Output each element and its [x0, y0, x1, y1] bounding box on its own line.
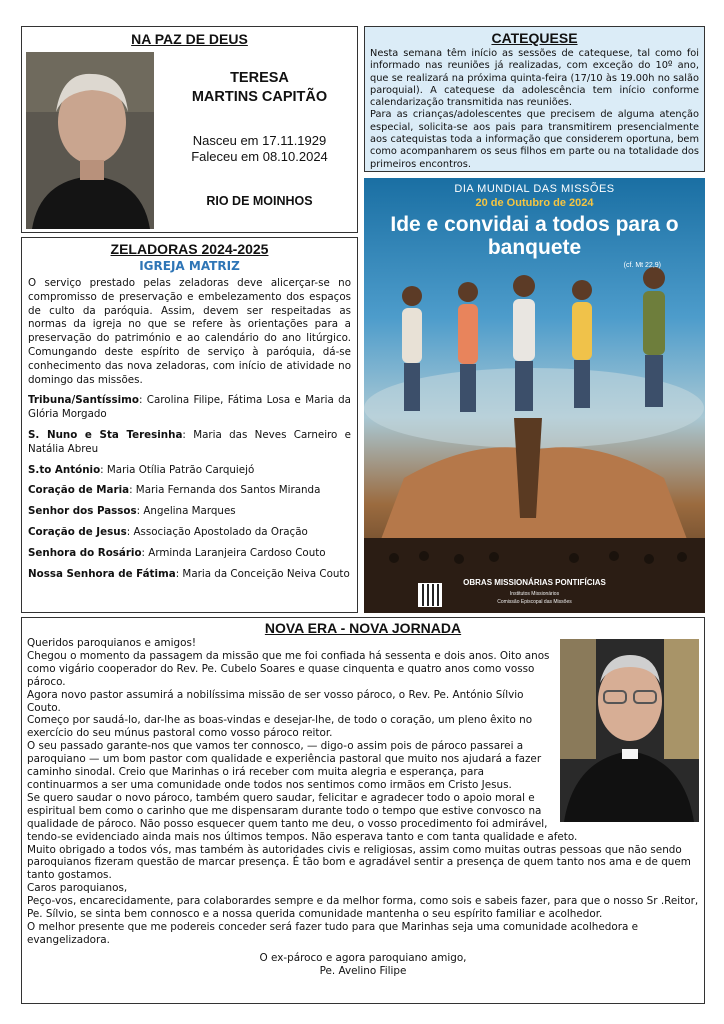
list-item: S.to António: Maria Otília Patrão Carquiejó	[28, 463, 255, 476]
letter-signature: O ex-pároco e agora paroquiano amigo, Pe. Avelino Filipe	[259, 951, 467, 977]
catequese-text: Nesta semana têm início as sessões de catequese, tal como foi informado nas reuniões já realizadas, com exceção do 10º ano, que se realizará na próxima quinta-feira (17/10 às 19.00h no salão paroquial). A catequese da adolescência tem início conforme calendarização transmitida nas reuniões. Para as crianças/adolescentes que precisem de alguma atenção especial, solicita-se aos pais para transmitirem presencialmente aos catequistas toda a informação que considerem oportuna, bem como acompanharem os seus filhos em parte ou na totalidade dos primeiros encontros.	[370, 48, 699, 170]
catequese-heading: CATEQUESE	[491, 30, 578, 46]
missions-day-poster	[364, 178, 705, 613]
list-item: Coração de Maria: Maria Fernanda dos Santos Miranda	[28, 484, 321, 497]
zeladoras-box	[21, 237, 358, 613]
deceased-name: TERESA MARTINS CAPITÃO	[191, 70, 328, 105]
obituary-box	[21, 26, 358, 233]
life-dates: Nasceu em 17.11.1929 Faleceu em 08.10.2024	[191, 133, 328, 164]
poster-organization-2: Institutos Missionários	[509, 591, 560, 597]
deceased-place: RIO DE MOINHOS	[206, 194, 313, 208]
nova-era-box	[21, 617, 705, 1004]
deceased-photo	[26, 52, 154, 229]
catequese-box	[364, 26, 705, 172]
list-item: Nossa Senhora de Fátima: Maria da Conceição Neiva Couto	[28, 567, 350, 580]
nova-era-heading: NOVA ERA - NOVA JORNADA	[264, 620, 462, 636]
priest-photo	[560, 639, 699, 822]
zeladoras-list	[28, 394, 351, 581]
poster-date: 20 de Outubro de 2024	[475, 197, 594, 209]
list-item: Coração de Jesus: Associação Apostolado da Oração	[28, 525, 308, 538]
obituary-heading: NA PAZ DE DEUS	[131, 31, 248, 47]
poster-organization-3: Comissão Episcopal das Missões	[497, 599, 572, 605]
poster-event: DIA MUNDIAL DAS MISSÕES	[454, 183, 615, 195]
poster-title: Ide e convidai a todos para o banquete	[390, 213, 679, 259]
poster-reference: (cf. Mt 22,9)	[623, 262, 661, 269]
zeladoras-heading: ZELADORAS 2024-2025	[110, 241, 269, 257]
list-item: Tribuna/Santíssimo: Carolina Filipe, Fátima Losa e Maria da Glória Morgado	[28, 394, 351, 421]
poster-organization: OBRAS MISSIONÁRIAS PONTIFÍCIAS	[463, 578, 606, 587]
list-item: S. Nuno e Sta Teresinha: Maria das Neves Carneiro e Natália Abreu	[28, 428, 352, 455]
zeladoras-intro: O serviço prestado pelas zeladoras deve alicerçar-se no compromisso de preservação e embelezamento dos espaços de culto da paróquia. Assim, devem ser respeitadas as normas da igreja no que se refere às orientações para a preservação do património e ao calendário do ano litúrgico. Comungando deste espírito de serviço à paróquia, dá-se conhecimento das nova zeladoras, com início de atividade no domingo das missões.	[28, 277, 351, 386]
list-item: Senhora do Rosário: Arminda Laranjeira Cardoso Couto	[28, 546, 326, 559]
list-item: Senhor dos Passos: Angelina Marques	[28, 505, 236, 518]
nova-era-letter: Queridos paroquianos e amigos! Chegou o momento da passagem da missão que me foi confiada há sessenta e dois anos. Oito anos como vigário cooperador do Rev. Pe. Cubelo Soares e quase cinquenta e quatro anos como vosso pároco. Agora novo pastor assumirá a nobilíssima missão de ser vosso pároco, o Rev. Pe. António Sílvio Couto. Começo por saudá-lo, dar-lhe as boas-vindas e desejar-lhe, de todo o coração, um pleno êxito no exercício do seu múnus pastoral como vosso pároco reitor. O seu passado garante-nos que vamos ter connosco, — digo-o assim pois de pároco passarei a paroquiano — um bom pastor com qualidade e experiência pastoral que muito nos ajudará a fazer caminho sinodal. Creio que Marinhas o irá receber com muita alegria e esperança, para continuarmos a ser uma comunidade onde todos nos sentimos como irmãos em Cristo Jesus. Se quero saudar o novo pároco, também quero saudar, felicitar e agradecer todo o apoio moral e espiritual bem como o carinho que me dispensaram durante todo o tempo que estive convosco na qualidade de pároco. Não posso esquecer quem tanto me deu, o vosso procedimento foi admirável, tendo-se evidenciado ainda mais nos últimos tempos. Não esperava tanto e com tanta qualidade e afeto. Muito obrigado a todos vós, mas também às autoridades civis e religiosas, assim como muitas outras pessoas que não sendo paroquianos fizeram questão de marcar presença. É tão bom e agradável sentir a presença de quem tanto nos ama e de quem tanto gostamos. Caros paroquianos, Peço-vos, encarecidamente, para colaborardes sempre e da melhor forma, como sois e sabeis fazer, para que o nosso Sr .Reitor, Pe. Sílvio, se sinta bem connosco e a nossa querida comunidade mantenha o seu espírito familiar e acolhedor. O melhor presente que me podereis conceder será fazer tudo para que Marinhas seja uma comunidade acolhedora e evangelizadora.	[27, 637, 699, 946]
zeladoras-subheading: IGREJA MATRIZ	[139, 259, 240, 273]
